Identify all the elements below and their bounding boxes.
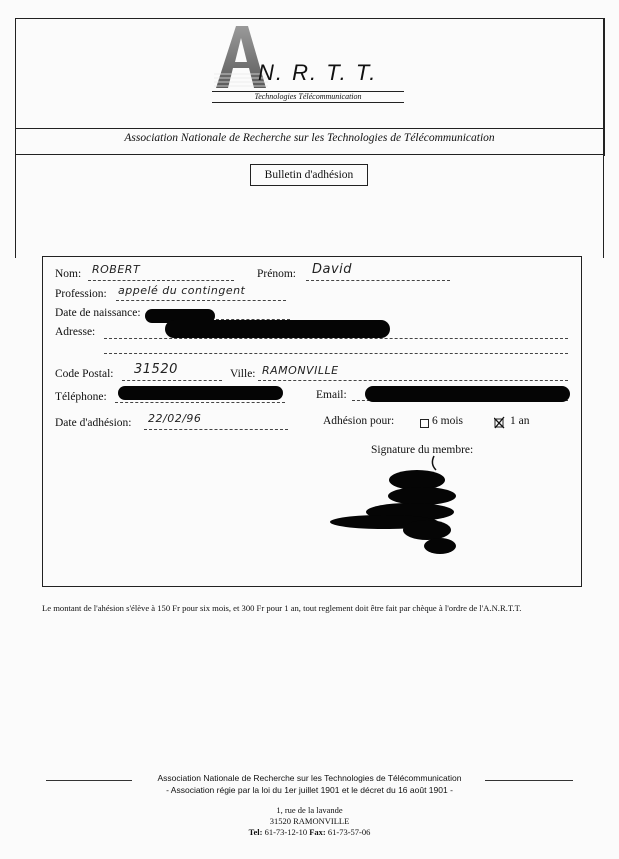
one-year-checkbox-checked-icon[interactable] (494, 416, 508, 430)
tel-value: 61-73-12-10 (264, 827, 308, 837)
logo-letters: N. R. T. T. (258, 60, 378, 85)
footer-legal: - Association régie par la loi du 1er juillet 1901 et le décret du 16 août 1901 - (166, 785, 453, 795)
nom-line (88, 280, 234, 281)
signature-redaction (322, 452, 472, 562)
profession-label: Profession: (55, 288, 107, 300)
telephone-label: Téléphone: (55, 391, 107, 403)
redaction-telephone (118, 386, 283, 400)
code-postal-label: Code Postal: (55, 368, 114, 380)
redaction-email (365, 386, 570, 402)
telephone-line (115, 402, 285, 403)
date-adhesion-value[interactable]: 22/02/96 (148, 412, 202, 425)
date-adhesion-label: Date d'adhésion: (55, 417, 132, 429)
form-title: Bulletin d'adhésion (250, 164, 368, 186)
ville-label: Ville: (230, 368, 256, 380)
ville-line (258, 380, 568, 381)
tel-label: Tel: (248, 827, 263, 837)
code-postal-line (122, 380, 222, 381)
email-label: Email: (316, 389, 347, 401)
profession-value[interactable]: appelé du contingent (118, 284, 246, 297)
nom-value[interactable]: ROBERT (92, 263, 141, 276)
redaction-address (165, 320, 390, 338)
fax-value: 61-73-57-06 (327, 827, 371, 837)
header-divider-top (15, 128, 604, 129)
ville-value[interactable]: RAMONVILLE (262, 364, 339, 377)
date-adhesion-line (144, 429, 288, 430)
prenom-value[interactable]: David (312, 262, 353, 277)
nom-label: Nom: (55, 268, 82, 280)
six-months-label: 6 mois (432, 415, 463, 427)
signature-label: Signature du membre: (371, 444, 474, 456)
pricing-note: Le montant de l'ahésion s'élève à 150 Fr pour six mois, et 300 Fr pour 1 an, tout reglement doit être fait par chèque à l'ordre de l'A.N.R.T.T. (42, 603, 522, 613)
adhesion-pour-label: Adhésion pour: (323, 415, 395, 427)
logo-subtitle: Technologies Télécommunication (212, 91, 404, 103)
adresse-label: Adresse: (55, 326, 96, 338)
header-divider-bottom (15, 154, 604, 155)
code-postal-value[interactable]: 31520 (134, 362, 178, 377)
association-title: Association Nationale de Recherche sur les Technologies de Télécommunication (124, 132, 495, 144)
naissance-label: Date de naissance: (55, 307, 141, 319)
fax-label: Fax: (309, 827, 326, 837)
footer-contact (0, 827, 619, 837)
prenom-line (306, 280, 450, 281)
footer-city: 31520 RAMONVILLE (269, 816, 350, 826)
one-year-label: 1 an (510, 415, 530, 427)
prenom-label: Prénom: (257, 268, 296, 280)
six-months-checkbox[interactable] (420, 419, 429, 428)
profession-line (116, 300, 286, 301)
adresse-line-2 (104, 353, 568, 354)
adresse-line-1 (104, 338, 568, 339)
footer-street: 1, rue de la lavande (276, 805, 343, 815)
footer-association: Association Nationale de Recherche sur les Technologies de Télécommunication (157, 773, 462, 783)
